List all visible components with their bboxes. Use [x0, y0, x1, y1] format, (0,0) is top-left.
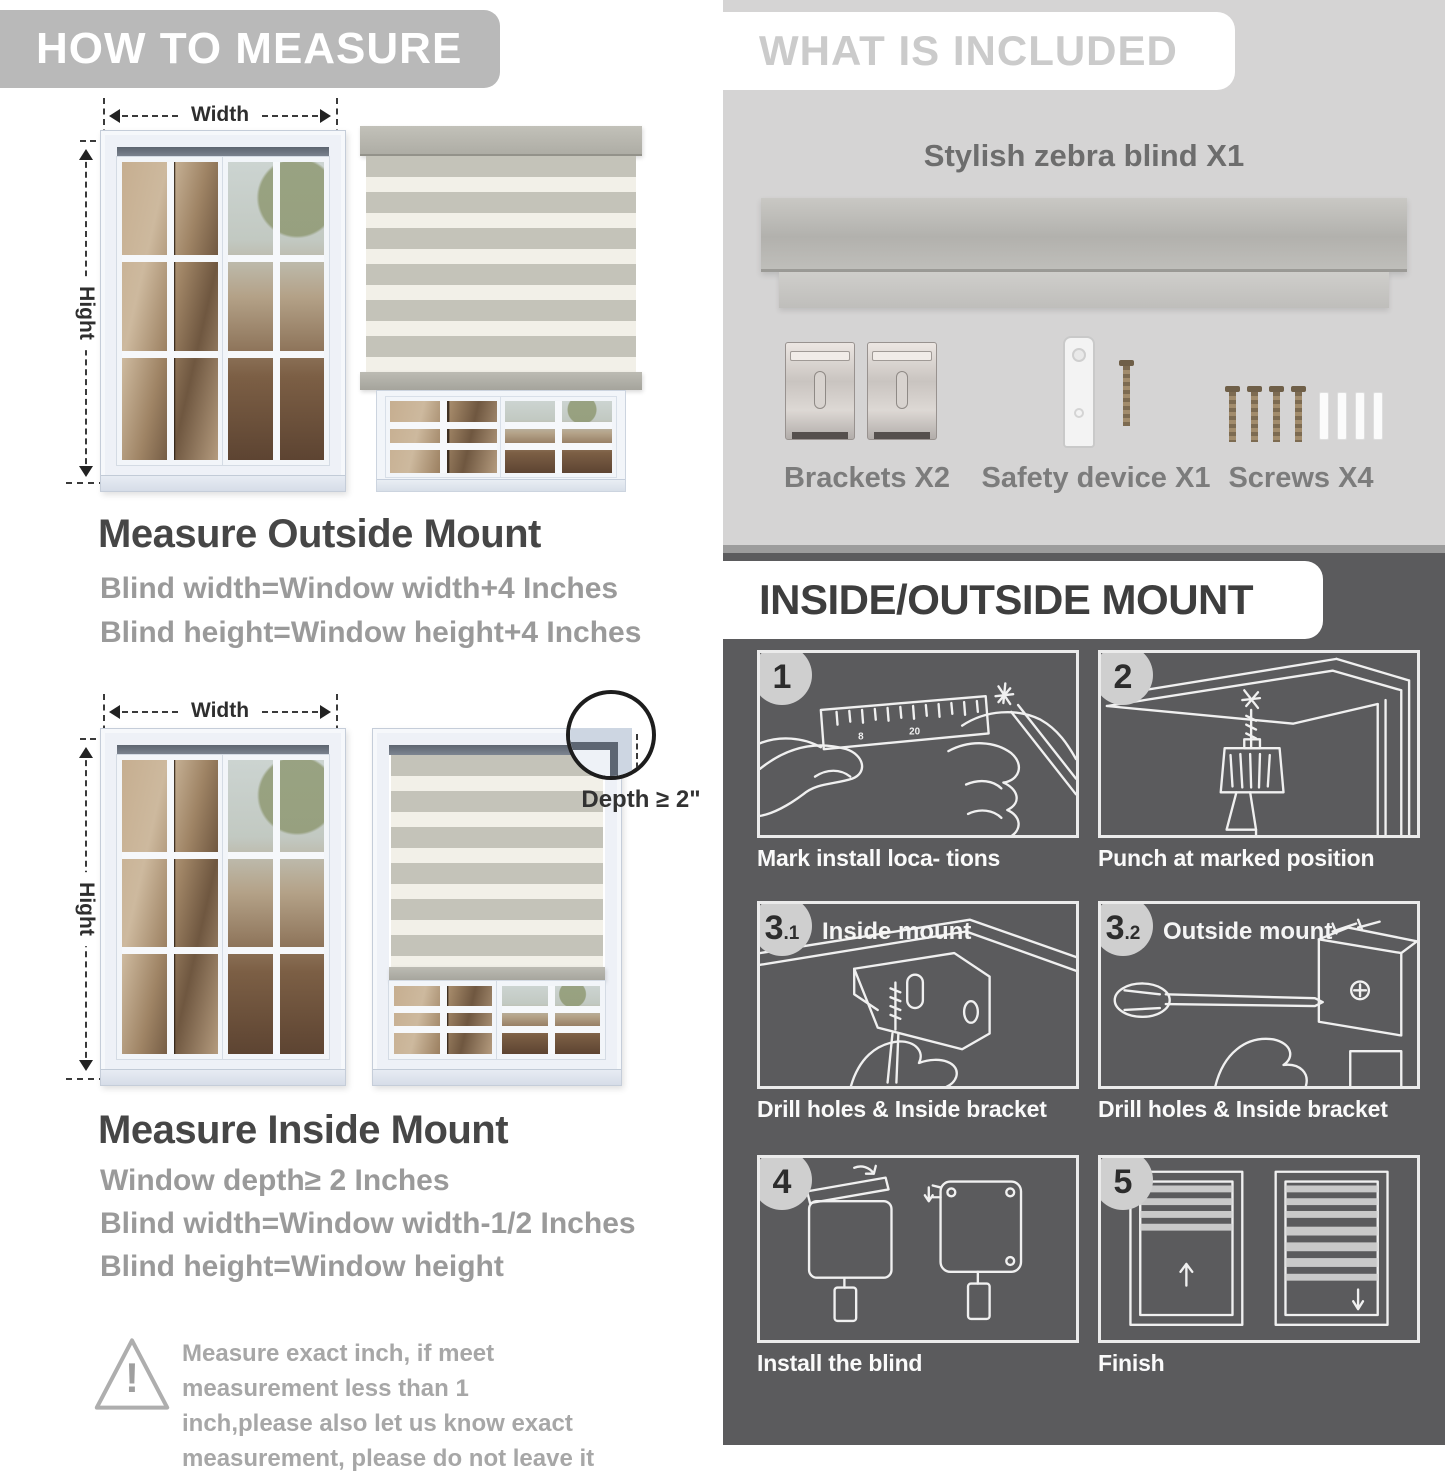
- step-caption-4: Install the blind: [757, 1350, 923, 1376]
- outside-width-formula: Blind width=Window width+4 Inches: [100, 572, 619, 605]
- width-measure-outside: [102, 103, 338, 126]
- step-number-badge: 4: [757, 1155, 812, 1210]
- inside-depth-rule: Window depth≥ 2 Inches: [100, 1164, 450, 1197]
- inside-height-formula: Blind height=Window height: [100, 1250, 504, 1283]
- wall-anchor-illustration: [1355, 392, 1365, 440]
- window-track: [117, 745, 329, 755]
- blind-headrail: [360, 126, 642, 156]
- blind-bottom-rail: [389, 967, 605, 981]
- hight-label: Hight: [74, 872, 98, 946]
- window-sash: [223, 755, 329, 1059]
- wall-anchor-illustration: [1373, 392, 1383, 440]
- height-measure-inside: [76, 740, 96, 1078]
- window-illustration-inside: [100, 728, 346, 1086]
- window-sill: [373, 1069, 621, 1085]
- step-caption-5: Finish: [1098, 1350, 1165, 1376]
- inside-width-formula: Blind width=Window width-1/2 Inches: [100, 1207, 636, 1240]
- screw-illustration: [1123, 366, 1130, 426]
- screw-illustration: [1295, 392, 1302, 442]
- window-with-inside-blind: [372, 728, 622, 1086]
- step-number-badge: 5: [1098, 1155, 1153, 1210]
- width-label: Width: [181, 699, 259, 723]
- screw-head: [1291, 386, 1306, 392]
- step-number-badge: 1: [757, 650, 812, 705]
- zebra-blind-stripes: [366, 156, 636, 372]
- mount-steps-panel: [723, 545, 1445, 1445]
- svg-text:8: 8: [858, 731, 864, 743]
- step-number-badge: 3.1: [757, 901, 812, 956]
- product-title: Stylish zebra blind X1: [923, 138, 1245, 173]
- step-panel-1: [757, 650, 1079, 838]
- step-caption-3-1: Drill holes & Inside bracket: [757, 1096, 1047, 1122]
- window-sash: [117, 755, 223, 1059]
- screw-illustration: [1229, 392, 1236, 442]
- step-panel-4: [757, 1155, 1079, 1343]
- blind-headrail-under: [779, 272, 1389, 308]
- blind-bottom-rail: [360, 372, 642, 390]
- window-sill: [101, 1069, 345, 1085]
- screw-illustration: [1251, 392, 1258, 442]
- measurement-warning-text: Measure exact inch, if meet measurement less than 1 inch,please also let us know exact measurement, please do not leave it: [182, 1340, 595, 1472]
- window-sash: [223, 157, 329, 465]
- blind-headrail-product: [761, 198, 1407, 272]
- magnifier-depth-detail-icon: [566, 690, 656, 780]
- screw-head: [1247, 386, 1262, 392]
- step-caption-3-2: Drill holes & Inside bracket: [1098, 1096, 1388, 1122]
- wall-anchor-illustration: [1319, 392, 1329, 440]
- exclamation-triangle-icon: [92, 1330, 172, 1418]
- bracket-illustration: [785, 342, 855, 440]
- step-title-outside-mount: Outside mount: [1163, 918, 1333, 945]
- screws-label: Screws X4: [1228, 462, 1374, 494]
- width-measure-inside: [102, 699, 338, 722]
- window-below-blind: [376, 390, 626, 492]
- screw-head: [1269, 386, 1284, 392]
- step-number-badge: 3.2: [1098, 901, 1153, 956]
- step-caption-2: Punch at marked position: [1098, 845, 1375, 871]
- window-sash: [389, 981, 497, 1059]
- height-measure-outside: [76, 142, 96, 484]
- hight-label: Hight: [74, 276, 98, 350]
- safety-device-label: Safety device X1: [981, 462, 1211, 494]
- window-sill: [101, 475, 345, 491]
- step-number-badge: 2: [1098, 650, 1153, 705]
- inside-mount-heading: Measure Inside Mount: [98, 1108, 509, 1152]
- what-is-included-panel: [723, 0, 1445, 545]
- step-title-inside-mount: Inside mount: [822, 918, 972, 945]
- depth-note: Depth ≥ 2": [581, 786, 701, 813]
- brackets-label: Brackets X2: [783, 462, 951, 494]
- width-label: Width: [181, 103, 259, 127]
- exclamation-mark: !: [125, 1354, 139, 1401]
- svg-text:20: 20: [909, 726, 921, 738]
- screw-head: [1119, 360, 1134, 366]
- window-illustration-outside: [100, 130, 346, 492]
- step-panel-3-2: [1098, 901, 1420, 1089]
- window-track: [117, 147, 329, 157]
- mount-banner: INSIDE/OUTSIDE MOUNT: [723, 561, 1323, 639]
- how-to-measure-banner: HOW TO MEASURE: [0, 10, 500, 88]
- bracket-illustration: [867, 342, 937, 440]
- wall-anchor-illustration: [1337, 392, 1347, 440]
- outside-mount-heading: Measure Outside Mount: [98, 512, 541, 556]
- step-panel-3-1: [757, 901, 1079, 1089]
- window-sash: [497, 981, 605, 1059]
- step-panel-5: [1098, 1155, 1420, 1343]
- panel-divider: [723, 545, 1445, 553]
- window-sash: [117, 157, 223, 465]
- step-caption-1: Mark install loca- tions: [757, 845, 1001, 871]
- outside-height-formula: Blind height=Window height+4 Inches: [100, 616, 642, 649]
- screw-head: [1225, 386, 1240, 392]
- what-is-included-banner: WHAT IS INCLUDED: [723, 12, 1235, 90]
- screw-illustration: [1273, 392, 1280, 442]
- safety-device-illustration: [1063, 336, 1095, 448]
- step-panel-2: [1098, 650, 1420, 838]
